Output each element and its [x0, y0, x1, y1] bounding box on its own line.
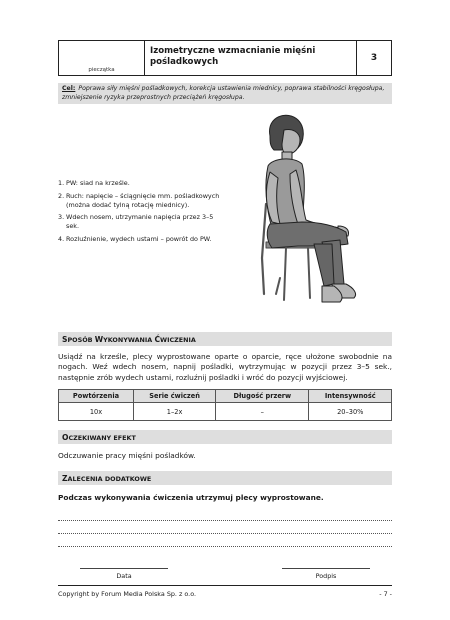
- steps-list: [58, 179, 228, 248]
- effect-title-word1: CZEKIWANY: [68, 434, 112, 442]
- list-item: [58, 213, 228, 231]
- table-header: Długość przerw: [216, 390, 309, 403]
- notes-line[interactable]: [58, 546, 392, 547]
- method-section-header: [58, 332, 392, 346]
- method-title-word1: POSÓB: [67, 336, 93, 344]
- effect-section-header: [58, 430, 392, 444]
- footer-copyright: Copyright by Forum Media Polska Sp. z o.o.: [58, 590, 197, 598]
- step-text: Rozluźnienie, wydech ustami – powrót do PW.: [66, 234, 212, 243]
- table-header-row: [59, 390, 392, 403]
- step-text: Wdech nosem, utrzymanie napięcia przez 3–5 sek.: [66, 213, 214, 231]
- effect-text: Odczuwanie pracy mięśni pośladków.: [58, 451, 196, 460]
- step-number: 3.: [58, 213, 65, 222]
- method-title-initial: S: [62, 335, 68, 344]
- exercise-title: Izometryczne wzmacnianie mięśni pośladkowych: [145, 41, 357, 75]
- date-label: Data: [116, 572, 132, 580]
- method-text: Usiądź na krześle, plecy wyprostowane oparte o oparcie, ręce ułożone swobodnie na nogach. Weź wdech nosem, napnij pośladki, wytrzymując w pozycji przez 3–5 sek., następnie zrób wydech ustami, rozluźnij pośladki i wróć do pozycji wyjściowej.: [58, 352, 392, 382]
- table-cell: 20–30%: [309, 403, 392, 421]
- recommend-title-word1: ALECENIA: [67, 475, 103, 483]
- table-header: Intensywność: [309, 390, 392, 403]
- recommendations-section-header: [58, 471, 392, 485]
- header-box: [58, 40, 392, 76]
- table-cell: 10x: [59, 403, 134, 421]
- seated-woman-illustration: [236, 108, 366, 322]
- step-text: Ruch: napięcie – ściągnięcie mm. pośladkowych (można dodać tylną rotację miednicy).: [66, 191, 220, 209]
- footer-divider: [58, 585, 392, 586]
- table-cell: –: [216, 403, 309, 421]
- recommend-title-word2: DODATKOWE: [104, 475, 152, 483]
- date-signature-line[interactable]: [80, 568, 168, 569]
- stamp-label: pieczątka: [88, 67, 115, 73]
- method-title-word2: YKONYWANIA: [103, 336, 153, 344]
- effect-title-initial: O: [62, 433, 69, 442]
- list-item: [58, 235, 228, 244]
- step-number: 2.: [58, 191, 65, 200]
- goal-label: Cel:: [62, 85, 76, 92]
- list-item: [58, 192, 228, 210]
- signature-line[interactable]: [282, 568, 370, 569]
- table-row: [59, 403, 392, 421]
- recommend-title-initial: Z: [62, 474, 68, 483]
- effect-title-word2: EFEKT: [113, 434, 136, 442]
- goal-text: Poprawa siły mięśni pośladkowych, korekcja ustawienia miednicy, poprawa stabilności kręgosłupa, zmniejszenie ryzyka przeprostnych przeciążeń kręgosłupa.: [62, 85, 385, 101]
- list-item: [58, 179, 228, 188]
- method-title-word3: WICZENIA: [160, 336, 196, 344]
- table-cell: 1–2x: [133, 403, 215, 421]
- notes-line[interactable]: [58, 533, 392, 534]
- signature-label: Podpis: [315, 572, 337, 580]
- exercise-number: 3: [370, 53, 378, 63]
- goal-band: [58, 83, 392, 104]
- table-header: Serie ćwiczeń: [133, 390, 215, 403]
- table-header: Powtórzenia: [59, 390, 134, 403]
- recommendation-text: Podczas wykonywania ćwiczenia utrzymuj plecy wyprostowane.: [58, 493, 324, 502]
- step-number: 4.: [58, 234, 65, 243]
- stamp-field: [59, 41, 145, 75]
- step-text: PW: siad na krześle.: [66, 179, 130, 187]
- method-title-initial2: W: [94, 335, 104, 344]
- method-title-initial3: Ć: [154, 335, 161, 344]
- parameters-table: [58, 389, 392, 421]
- notes-line[interactable]: [58, 520, 392, 521]
- page-number: - 7 -: [379, 590, 392, 598]
- step-number: 1.: [58, 179, 65, 187]
